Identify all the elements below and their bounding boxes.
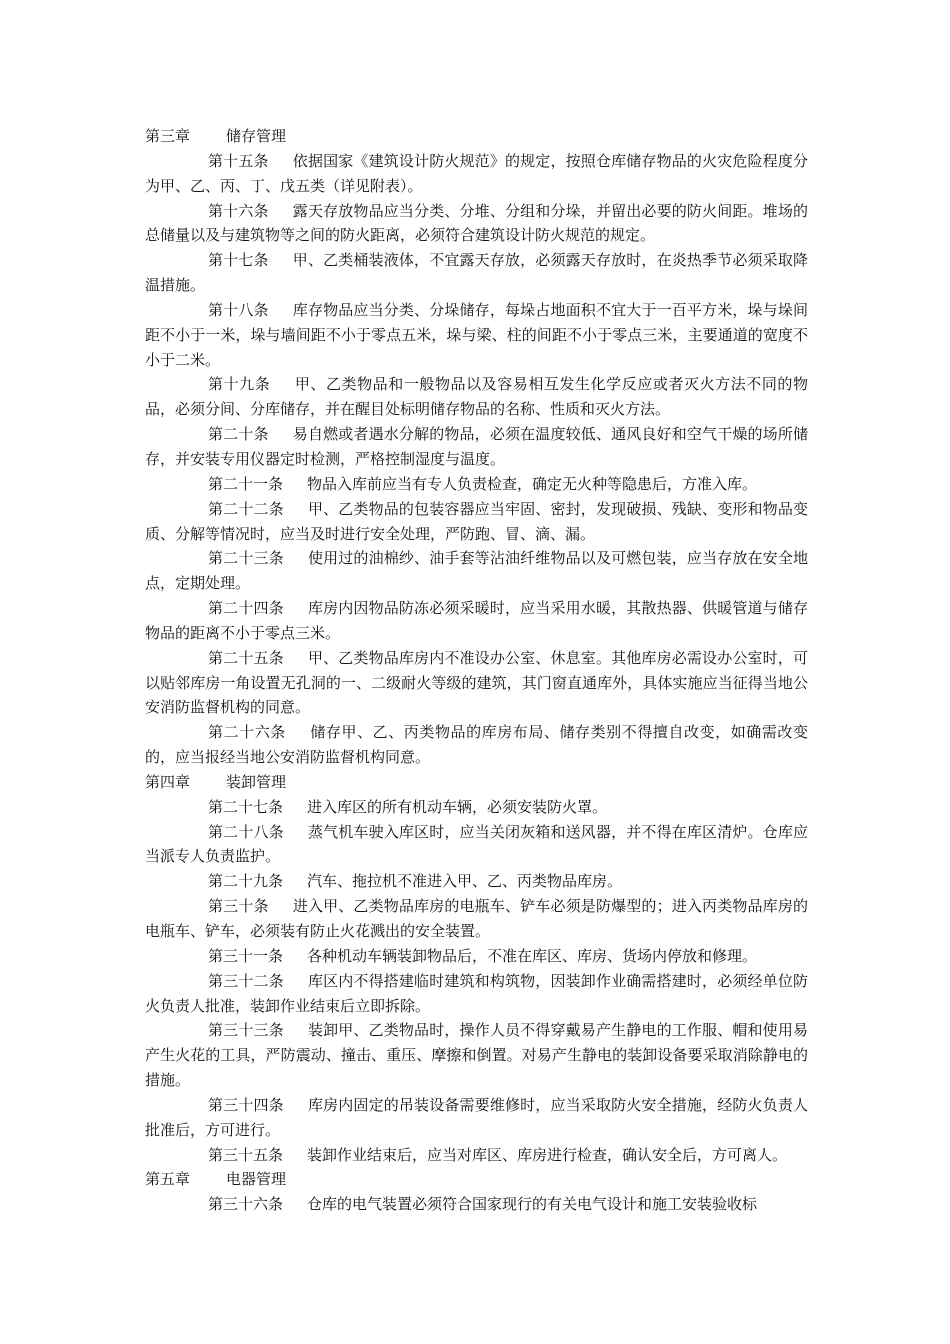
chapter-number: 第三章 bbox=[145, 127, 191, 145]
article-text: 装卸作业结束后，应当对库区、库房进行检查，确认安全后，方可离人。 bbox=[307, 1145, 788, 1164]
article-number: 第十六条 bbox=[208, 201, 269, 220]
article-number: 第三十三条 bbox=[208, 1021, 284, 1040]
article-text: 蒸气机车驶入库区时，应当关闭灰箱和送风器，并不得在库区清炉。仓库应当派专人负责监护。 bbox=[145, 822, 808, 866]
article-text: 甲、乙类物品库房内不准设办公室、休息室。其他库房必需设办公室时，可以贴邻库房一角设置无孔洞的一、二级耐火等级的建筑，其门窗直通库外，具体实施应当征得当地公安消防监督机构的同意。 bbox=[145, 648, 808, 717]
article-paragraph bbox=[145, 869, 808, 894]
article-text: 进入库区的所有机动车辆，必须安装防火罩。 bbox=[307, 797, 608, 816]
article-paragraph bbox=[145, 1192, 808, 1217]
chapter-heading bbox=[145, 770, 808, 795]
article-paragraph bbox=[145, 969, 808, 1019]
article-text: 仓库的电气装置必须符合国家现行的有关电气设计和施工安装验收标 bbox=[307, 1195, 758, 1214]
article-text: 库房内因物品防冻必须采暖时，应当采用水暖，其散热器、供暖管道与储存物品的距离不小于零点三米。 bbox=[145, 599, 808, 642]
article-number: 第二十一条 bbox=[208, 474, 284, 493]
article-number: 第二十三条 bbox=[208, 549, 284, 568]
article-number: 第三十条 bbox=[208, 897, 269, 916]
article-number: 第三十六条 bbox=[208, 1195, 284, 1214]
article-number: 第十八条 bbox=[208, 300, 269, 319]
article-number: 第十七条 bbox=[208, 251, 269, 270]
article-text: 露天存放物品应当分类、分堆、分组和分垛，并留出必要的防火间距。堆场的总储量以及与建筑物等之间的防火距离，必须符合建筑设计防火规范的规定。 bbox=[145, 201, 808, 245]
chapter-number: 第五章 bbox=[145, 1170, 191, 1189]
chapter-title: 储存管理 bbox=[226, 127, 287, 145]
article-number: 第二十四条 bbox=[208, 599, 284, 618]
article-text: 进入甲、乙类物品库房的电瓶车、铲车必须是防爆型的；进入丙类物品库房的电瓶车、铲车，必须装有防止火花溅出的安全装置。 bbox=[145, 897, 808, 940]
article-paragraph bbox=[145, 894, 808, 944]
article-text: 甲、乙类物品的包装容器应当牢固、密封，发现破损、残缺、变形和物品变质、分解等情况时，应当及时进行安全处理，严防跑、冒、滴、漏。 bbox=[145, 499, 808, 543]
article-number: 第二十六条 bbox=[208, 723, 286, 742]
article-paragraph bbox=[145, 372, 808, 422]
article-paragraph bbox=[145, 422, 808, 472]
article-paragraph bbox=[145, 472, 808, 497]
article-paragraph bbox=[145, 646, 808, 721]
article-text: 库存物品应当分类、分垛储存，每垛占地面积不宜大于一百平方米，垛与垛间距不小于一米，垛与墙间距不小于零点五米，垛与梁、柱的间距不小于零点三米，主要通道的宽度不小于二米。 bbox=[145, 300, 808, 369]
article-number: 第二十五条 bbox=[208, 648, 284, 667]
article-number: 第二十二条 bbox=[208, 499, 284, 518]
article-number: 第三十五条 bbox=[208, 1145, 284, 1164]
article-paragraph bbox=[145, 944, 808, 969]
article-text: 物品入库前应当有专人负责检查，确定无火种等隐患后，方准入库。 bbox=[307, 474, 758, 493]
article-paragraph bbox=[145, 720, 808, 770]
article-paragraph bbox=[145, 795, 808, 820]
article-text: 各种机动车辆装卸物品后，不准在库区、库房、货场内停放和修理。 bbox=[307, 946, 758, 965]
document-body bbox=[145, 124, 808, 1217]
article-text: 库房内固定的吊装设备需要维修时，应当采取防火安全措施，经防火负责人批准后，方可进行。 bbox=[145, 1095, 808, 1139]
article-number: 第十五条 bbox=[208, 151, 269, 170]
article-paragraph bbox=[145, 1143, 808, 1168]
article-paragraph bbox=[145, 1018, 808, 1093]
article-paragraph bbox=[145, 497, 808, 547]
article-text: 易自燃或者遇水分解的物品，必须在温度较低、通风良好和空气干燥的场所储存，并安装专用仪器定时检测，严格控制湿度与温度。 bbox=[145, 425, 808, 468]
chapter-title: 装卸管理 bbox=[226, 772, 287, 791]
article-paragraph bbox=[145, 199, 808, 249]
article-text: 甲、乙类桶装液体，不宜露天存放，必须露天存放时，在炎热季节必须采取降温措施。 bbox=[145, 251, 808, 295]
article-text: 装卸甲、乙类物品时，操作人员不得穿戴易产生静电的工作服、帽和使用易产生火花的工具，严防震动、撞击、重压、摩擦和倒置。对易产生静电的装卸设备要采取消除静电的措施。 bbox=[145, 1021, 808, 1090]
article-text: 库区内不得搭建临时建筑和构筑物，因装卸作业确需搭建时，必须经单位防火负责人批准，装卸作业结束后立即拆除。 bbox=[145, 971, 808, 1015]
article-number: 第二十条 bbox=[208, 425, 269, 444]
article-paragraph bbox=[145, 248, 808, 298]
chapter-heading bbox=[145, 1167, 808, 1192]
chapter-number: 第四章 bbox=[145, 772, 191, 791]
article-text: 储存甲、乙、丙类物品的库房布局、储存类别不得擅自改变，如确需改变的，应当报经当地公安消防监督机构同意。 bbox=[145, 723, 808, 767]
article-paragraph bbox=[145, 546, 808, 596]
article-number: 第三十一条 bbox=[208, 946, 284, 965]
article-paragraph bbox=[145, 596, 808, 646]
article-text: 汽车、拖拉机不准进入甲、乙、丙类物品库房。 bbox=[307, 872, 623, 891]
article-text: 使用过的油棉纱、油手套等沾油纤维物品以及可燃包装，应当存放在安全地点，定期处理。 bbox=[145, 549, 808, 593]
article-paragraph bbox=[145, 149, 808, 199]
article-paragraph bbox=[145, 298, 808, 373]
chapter-title: 电器管理 bbox=[226, 1170, 287, 1189]
article-paragraph bbox=[145, 820, 808, 870]
article-text: 依据国家《建筑设计防火规范》的规定，按照仓库储存物品的火灾危险程度分为甲、乙、丙、丁、戊五类（详见附表）。 bbox=[145, 151, 808, 195]
article-number: 第二十九条 bbox=[208, 872, 284, 891]
article-number: 第十九条 bbox=[208, 375, 271, 394]
article-paragraph bbox=[145, 1093, 808, 1143]
article-number: 第二十七条 bbox=[208, 797, 284, 816]
article-number: 第三十四条 bbox=[208, 1095, 284, 1114]
article-number: 第二十八条 bbox=[208, 822, 284, 841]
chapter-heading bbox=[145, 124, 808, 149]
article-text: 甲、乙类物品和一般物品以及容易相互发生化学反应或者灭火方法不同的物品，必须分间、分库储存，并在醒目处标明储存物品的名称、性质和灭火方法。 bbox=[145, 375, 808, 419]
article-number: 第三十二条 bbox=[208, 971, 284, 990]
